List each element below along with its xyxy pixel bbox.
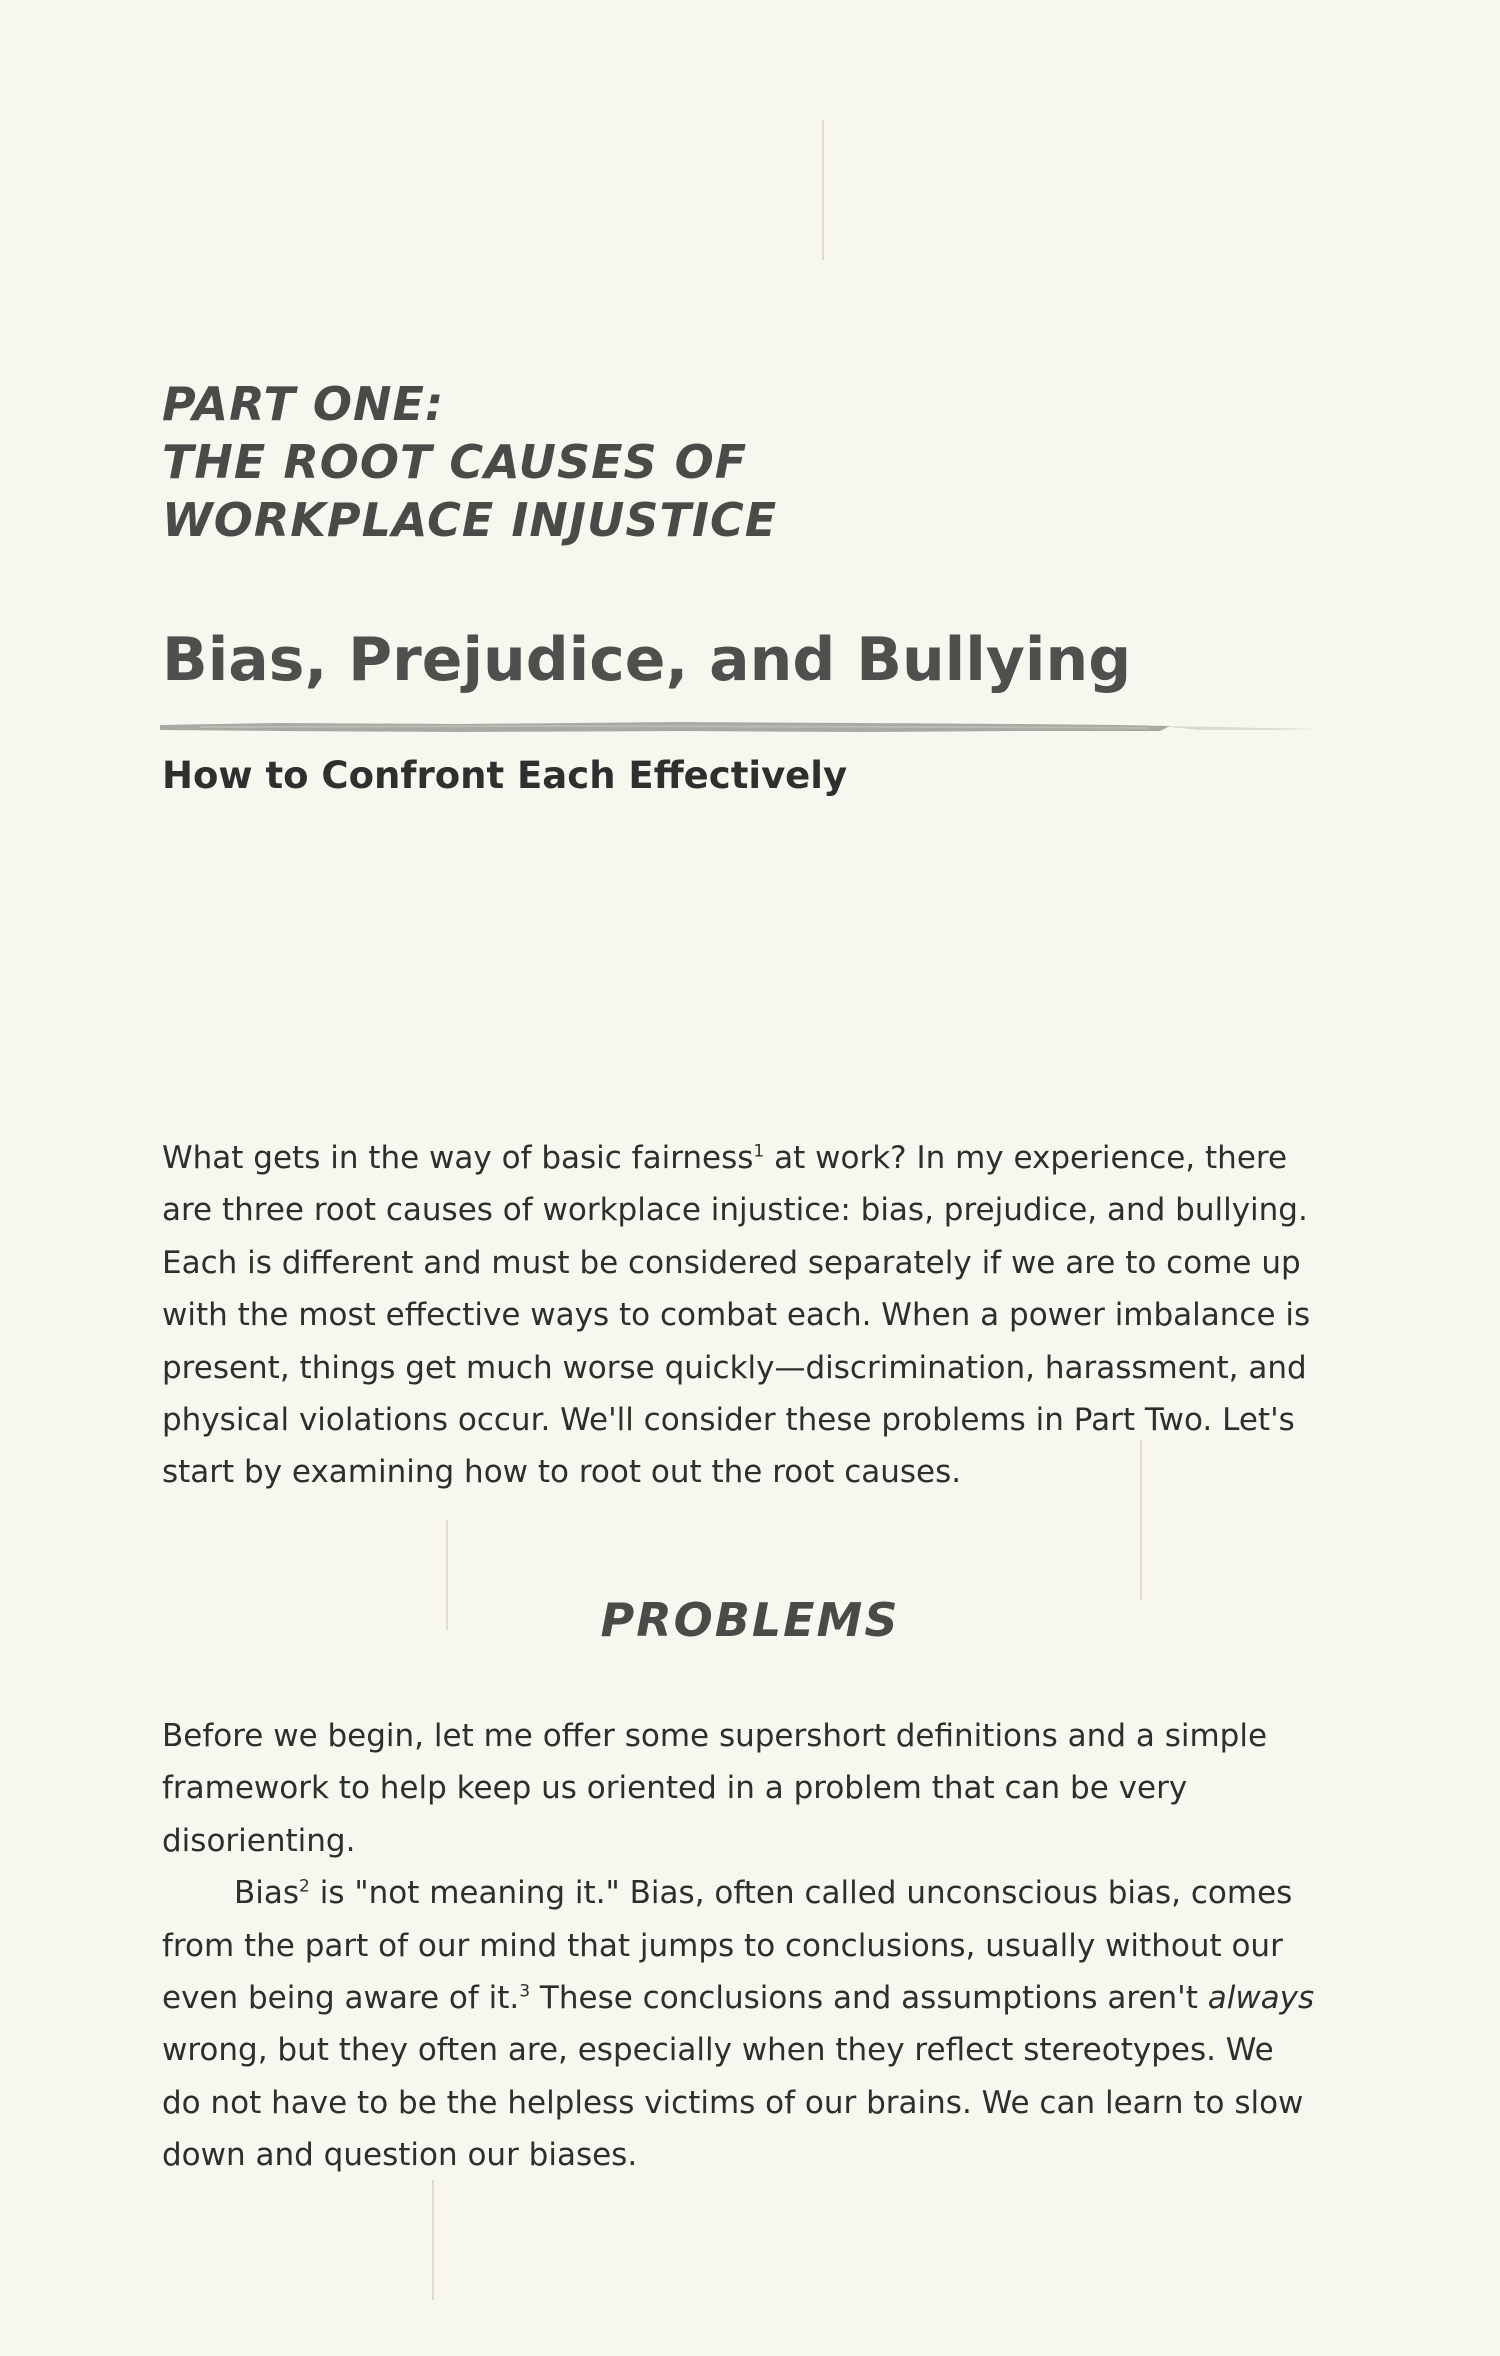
part-title-line: PART ONE: <box>162 377 445 431</box>
text-line: with the most effective ways to combat each. When a power imbalance is <box>162 1297 1311 1334</box>
text-line: Before we begin, let me offer some supershort definitions and a simple <box>162 1718 1268 1754</box>
text-line: even being aware of it.$^3$ These conclusions and assumptions aren't always <box>162 1980 1315 2017</box>
emphasis: always <box>1207 1980 1315 2017</box>
text-line: What gets in the way of basic fairness$^1$ at work? In my experience, there <box>162 1140 1288 1176</box>
text-line: Each is different and must be considered separately if we are to come up <box>162 1244 1301 1281</box>
paper-crease <box>446 1520 448 1630</box>
part-title-line: WORKPLACE INJUSTICE <box>162 493 778 547</box>
part-title <box>162 375 1062 549</box>
text-line: are three root causes of workplace injustice: bias, prejudice, and bullying. <box>162 1192 1308 1229</box>
section-heading-problems: PROBLEMS <box>600 1593 900 1647</box>
intro-paragraph <box>162 1132 1311 1499</box>
paper-crease <box>1140 1440 1142 1600</box>
text-line: down and question our biases. <box>162 2137 638 2174</box>
footnote-ref[interactable]: 3 <box>519 1981 531 2002</box>
paper-crease <box>432 2180 434 2300</box>
text-line: start by examining how to root out the root causes. <box>162 1454 962 1491</box>
part-title-line: THE ROOT CAUSES OF <box>162 435 748 489</box>
text-line: framework to help keep us oriented in a problem that can be very <box>162 1770 1188 1807</box>
paragraph <box>162 1710 1302 1867</box>
chapter-title: Bias, Prejudice, and Bullying <box>162 625 1132 695</box>
paper-crease <box>822 120 824 260</box>
paragraph-bias-definition <box>162 1867 1315 2181</box>
problems-section <box>162 1710 1315 2182</box>
brush-stroke-rule <box>160 715 1320 739</box>
text-line: Bias$^2$ is "not meaning it." Bias, often called unconscious bias, comes <box>234 1875 1293 1912</box>
text-line: from the part of our mind that jumps to conclusions, usually without our <box>162 1927 1283 1964</box>
text-line: wrong, but they often are, especially when they reflect stereotypes. We <box>162 2032 1274 2069</box>
footnote-ref[interactable]: 1 <box>753 1141 765 1162</box>
footnote-ref[interactable]: 2 <box>299 1876 310 1897</box>
text-line: disorienting. <box>162 1822 356 1859</box>
chapter-subtitle: How to Confront Each Effectively <box>162 754 848 797</box>
brush-stroke-tail <box>1160 726 1320 730</box>
text-line: do not have to be the helpless victims of our brains. We can learn to slow <box>162 2084 1304 2121</box>
text-line: present, things get much worse quickly—discrimination, harassment, and <box>162 1349 1307 1386</box>
text-line: physical violations occur. We'll consider these problems in Part Two. Let's <box>162 1402 1295 1439</box>
